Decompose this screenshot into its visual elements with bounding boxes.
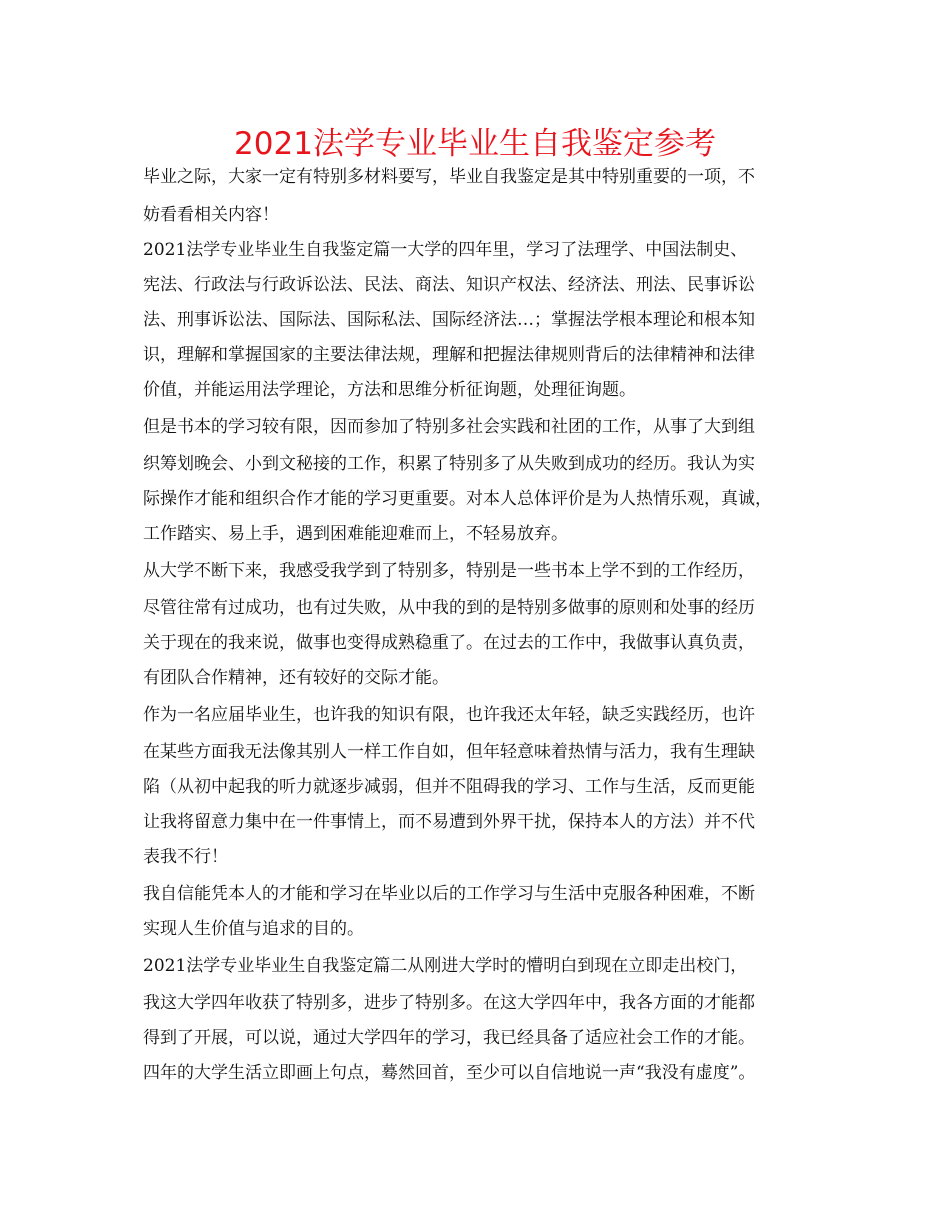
body-line: 妨看看相关内容！ bbox=[143, 205, 279, 225]
body-line: 法、刑事诉讼法、国际法、国际私法、国际经济法…；掌握法学根本理论和根本知 bbox=[143, 310, 755, 330]
body-line: 价值，并能运用法学理论，方法和思维分析征询题，处理征询题。 bbox=[143, 380, 636, 400]
body-line: 2021法学专业毕业生自我鉴定篇二从刚进大学时的懵明白到现在立即走出校门， bbox=[143, 956, 748, 976]
document-title: 2021法学专业毕业生自我鉴定参考 bbox=[234, 126, 716, 162]
body-line: 在某些方面我无法像其别人一样工作自如，但年轻意味着热情与活力，我有生理缺 bbox=[143, 742, 755, 762]
body-line: 表我不行！ bbox=[143, 847, 228, 867]
body-line: 从大学不断下来，我感受我学到了特别多，特别是一些书本上学不到的工作经历， bbox=[143, 561, 755, 581]
body-line: 陷（从初中起我的听力就逐步减弱，但并不阻碍我的学习、工作与生活，反而更能 bbox=[143, 777, 755, 797]
body-line: 宪法、行政法与行政诉讼法、民法、商法、知识产权法、经济法、刑法、民事诉讼 bbox=[143, 275, 755, 295]
body-line: 尽管往常有过成功，也有过失败，从中我的到的是特别多做事的原则和处事的经历 bbox=[143, 598, 755, 618]
body-line: 关于现在的我来说，做事也变得成熟稳重了。在过去的工作中，我做事认真负责， bbox=[143, 633, 755, 653]
body-line: 但是书本的学习较有限，因而参加了特别多社会实践和社团的工作，从事了大到组 bbox=[143, 417, 755, 437]
body-line: 工作踏实、易上手，遇到困难能迎难而上，不轻易放弃。 bbox=[143, 524, 568, 544]
body-line: 我自信能凭本人的才能和学习在毕业以后的工作学习与生活中克服各种困难，不断 bbox=[143, 884, 755, 904]
body-line: 我这大学四年收获了特别多，进步了特别多。在这大学四年中，我各方面的才能都 bbox=[143, 993, 755, 1013]
body-line: 识，理解和掌握国家的主要法律法规，理解和把握法律规则背后的法律精神和法律 bbox=[143, 345, 755, 365]
body-line: 际操作才能和组织合作才能的学习更重要。对本人总体评价是为人热情乐观，真诚， bbox=[143, 489, 772, 509]
body-line: 2021法学专业毕业生自我鉴定篇一大学的四年里，学习了法理学、中国法制史、 bbox=[143, 240, 748, 260]
body-line: 让我将留意力集中在一件事情上，而不易遭到外界干扰，保持本人的方法）并不代 bbox=[143, 812, 755, 832]
body-line: 毕业之际，大家一定有特别多材料要写，毕业自我鉴定是其中特别重要的一项，不 bbox=[143, 167, 755, 187]
body-line: 作为一名应届毕业生，也许我的知识有限，也许我还太年轻，缺乏实践经历，也许 bbox=[143, 705, 755, 725]
body-line: 四年的大学生活立即画上句点，蓦然回首，至少可以自信地说一声“我没有虚度”。 bbox=[143, 1063, 756, 1083]
body-line: 织筹划晚会、小到文秘接的工作，积累了特别多了从失败到成功的经历。我认为实 bbox=[143, 454, 755, 474]
body-line: 有团队合作精神，还有较好的交际才能。 bbox=[143, 668, 449, 688]
body-line: 得到了开展，可以说，通过大学四年的学习，我已经具备了适应社会工作的才能。 bbox=[143, 1028, 755, 1048]
body-line: 实现人生价值与追求的目的。 bbox=[143, 919, 364, 939]
